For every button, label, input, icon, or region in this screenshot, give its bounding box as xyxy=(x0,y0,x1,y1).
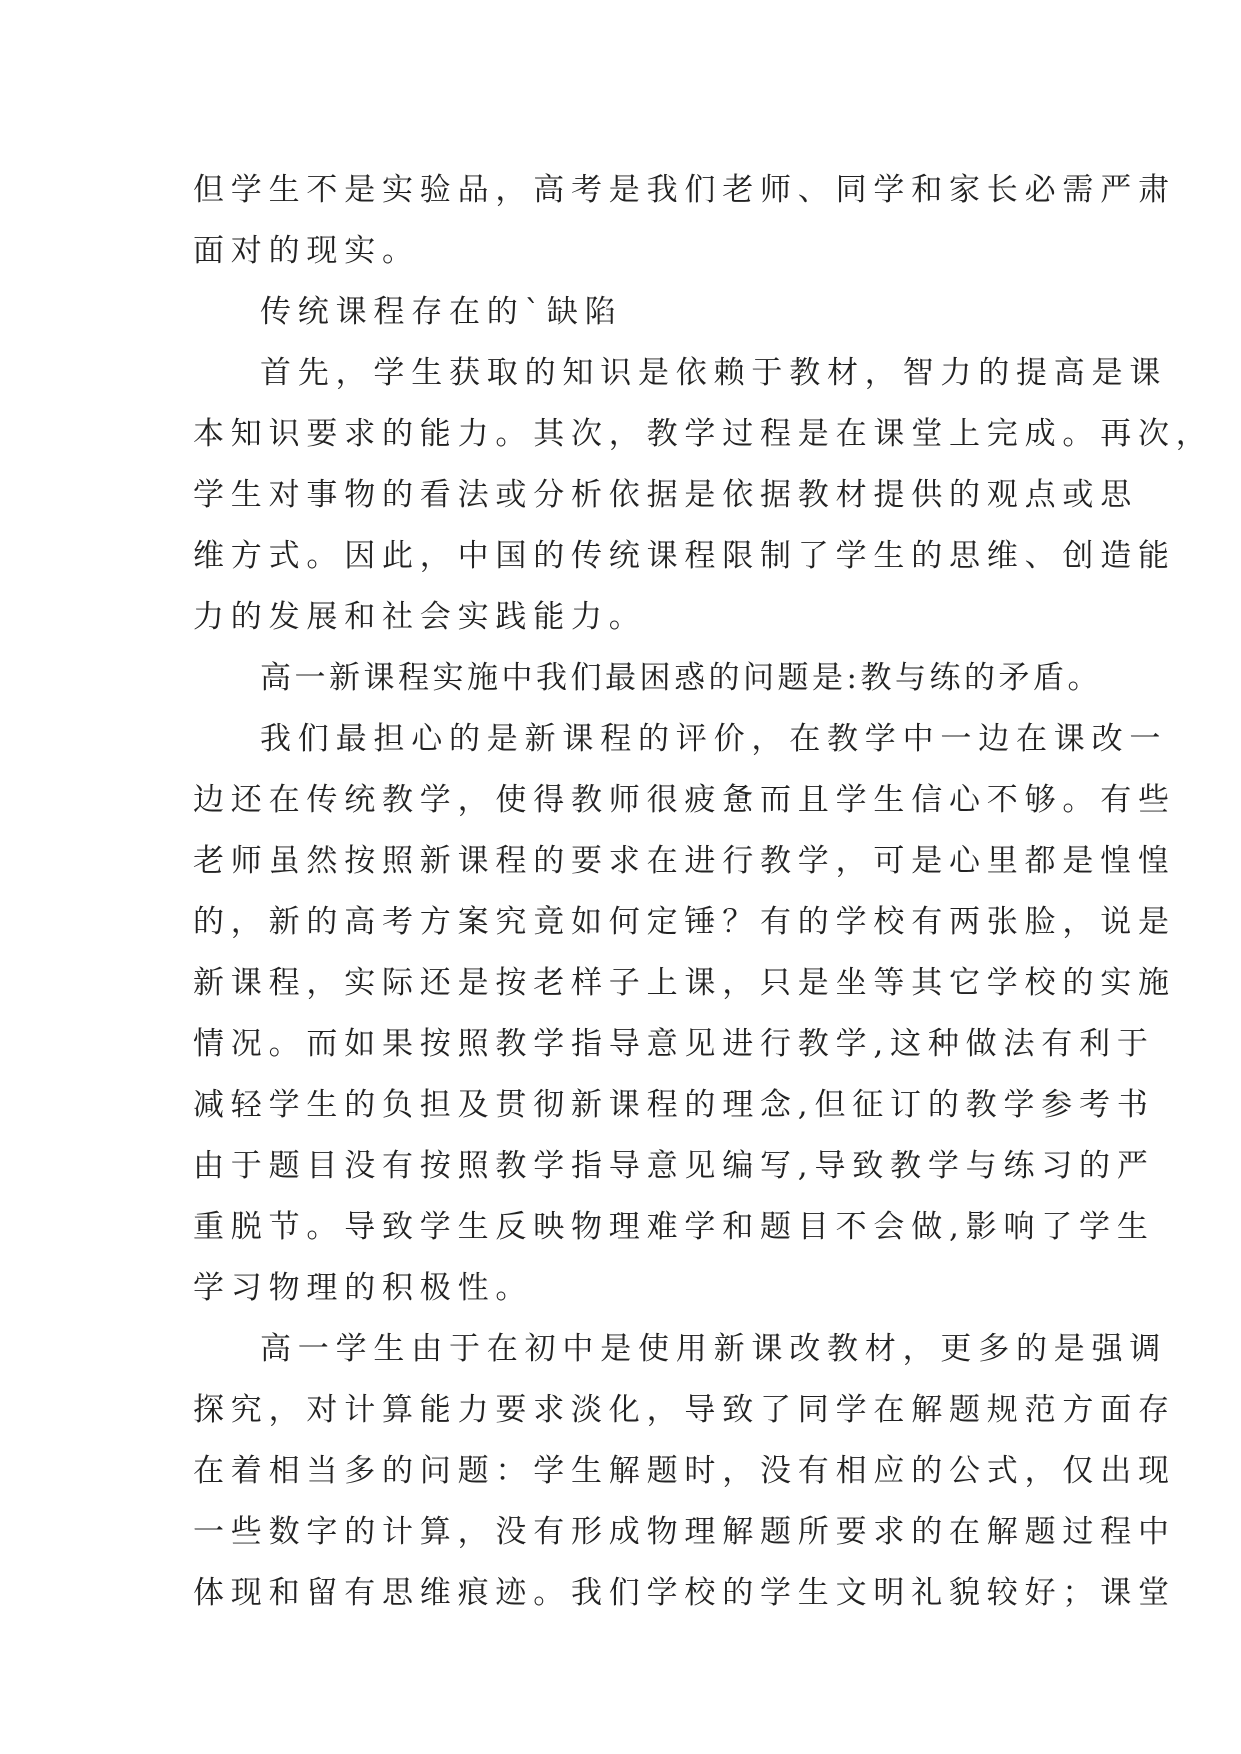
text-line: 边还在传统教学，使得教师很疲惫而且学生信心不够。有些 xyxy=(193,782,1176,818)
text-line: 学生对事物的看法或分析依据是依据教材提供的观点或思 xyxy=(193,477,1138,513)
text-line: 学习物理的积极性。 xyxy=(193,1270,534,1306)
text-line: 重脱节。导致学生反映物理难学和题目不会做,影响了学生 xyxy=(193,1209,1155,1245)
text-line: 新课程，实际还是按老样子上课，只是坐等其它学校的实施 xyxy=(193,965,1176,1001)
text-line: 高一新课程实施中我们最困惑的问题是:教与练的矛盾。 xyxy=(260,660,1102,696)
text-line: 体现和留有思维痕迹。我们学校的学生文明礼貌较好；课堂 xyxy=(193,1575,1176,1611)
text-line: 由于题目没有按照教学指导意见编写,导致教学与练习的严 xyxy=(193,1148,1155,1184)
text-line: 本知识要求的能力。其次，教学过程是在课堂上完成。再次， xyxy=(193,416,1214,452)
text-line: 但学生不是实验品，高考是我们老师、同学和家长必需严肃 xyxy=(193,172,1176,208)
section-heading: 传统课程存在的`缺陷 xyxy=(260,294,623,330)
text-line: 高一学生由于在初中是使用新课改教材，更多的是强调 xyxy=(260,1331,1168,1367)
text-line: 面对的现实。 xyxy=(193,233,420,269)
text-line: 我们最担心的是新课程的评价，在教学中一边在课改一 xyxy=(260,721,1168,757)
text-line: 情况。而如果按照教学指导意见进行教学,这种做法有利于 xyxy=(193,1026,1155,1062)
text-line: 力的发展和社会实践能力。 xyxy=(193,599,647,635)
body-text xyxy=(193,160,1214,1624)
text-line: 老师虽然按照新课程的要求在进行教学，可是心里都是惶惶 xyxy=(193,843,1176,879)
text-line: 减轻学生的负担及贯彻新课程的理念,但征订的教学参考书 xyxy=(193,1087,1155,1123)
text-line: 首先，学生获取的知识是依赖于教材，智力的提高是课 xyxy=(260,355,1168,391)
text-line: 探究，对计算能力要求淡化，导致了同学在解题规范方面存 xyxy=(193,1392,1176,1428)
text-line: 的，新的高考方案究竟如何定锤？有的学校有两张脸，说是 xyxy=(193,904,1176,940)
text-line: 维方式。因此，中国的传统课程限制了学生的思维、创造能 xyxy=(193,538,1176,574)
text-line: 在着相当多的问题：学生解题时，没有相应的公式，仅出现 xyxy=(193,1453,1176,1489)
text-line: 一些数字的计算，没有形成物理解题所要求的在解题过程中 xyxy=(193,1514,1176,1550)
